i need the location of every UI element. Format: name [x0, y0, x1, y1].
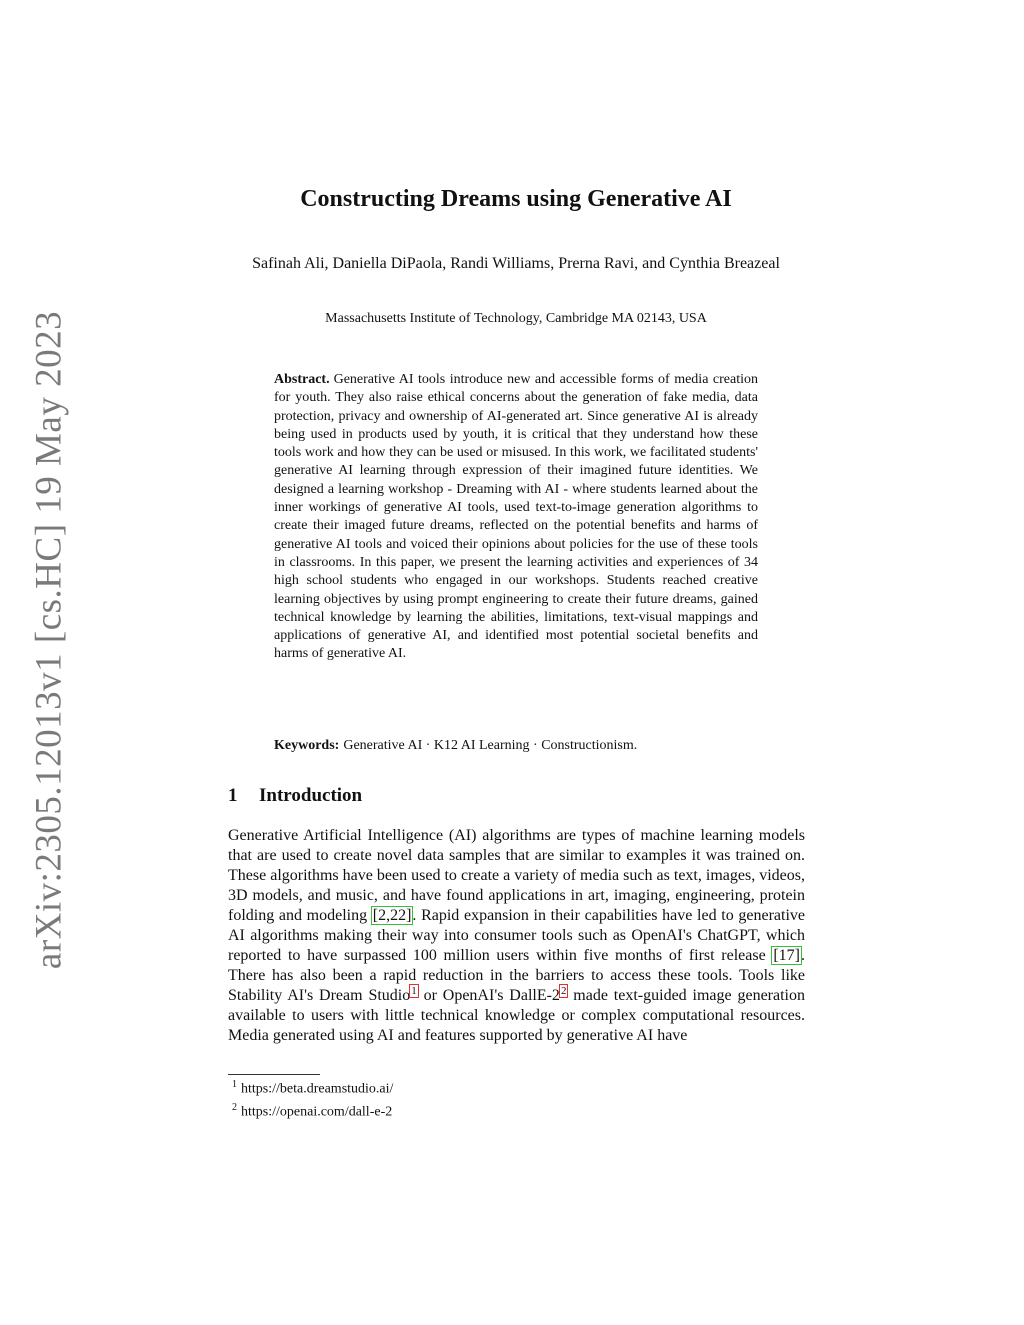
arxiv-identifier-stamp: arXiv:2305.12013v1 [cs.HC] 19 May 2023: [28, 310, 70, 970]
abstract: [274, 371, 758, 664]
intro-text-part-4: or OpenAI's DallE-2: [417, 987, 560, 1004]
footnote-divider: [228, 1074, 320, 1075]
footnote-marker: 2: [232, 1101, 237, 1113]
keywords-label: Keywords:: [274, 738, 340, 753]
footnote-url[interactable]: https://openai.com/dall-e-2: [241, 1104, 393, 1120]
section-title: Introduction: [259, 785, 363, 806]
section-heading-introduction: [228, 785, 362, 807]
intro-text-part-3: . There has also been a rapid reduction in the barriers to access these tools. Tools like Stability AI's Dream Studio: [228, 947, 805, 1004]
footnote-link-1[interactable]: 1: [411, 984, 417, 997]
footnote-marker: 1: [232, 1079, 237, 1090]
footnote-link-2[interactable]: 2: [560, 984, 567, 997]
keywords: [274, 737, 758, 755]
intro-text-part-2: . Rapid expansion in their capabilities have led to generative AI algorithms making their way into consumer tools such as OpenAI's ChatGPT, which reported to have surpassed 100 million users within five months of first release: [228, 907, 805, 964]
intro-text-part-5: made text-guided image generation available to users with little technical knowledge or complex computational resources. Media generated using AI and features supported by generative AI have: [228, 987, 806, 1044]
introduction-paragraph: [228, 826, 805, 1046]
author-affiliation: Massachusetts Institute of Technology, Cambridge MA 02143, USA: [325, 311, 707, 326]
citation-link-17[interactable]: [17]: [773, 947, 800, 964]
paper-title: Constructing Dreams using Generative AI: [300, 186, 732, 212]
keywords-text: Generative AI · K12 AI Learning · Constructionism.: [343, 738, 638, 753]
footnotes: [232, 1076, 393, 1121]
author-list: Safinah Ali, Daniella DiPaola, Randi Williams, Prerna Ravi, and Cynthia Breazeal: [252, 255, 780, 272]
abstract-label: Abstract.: [274, 372, 330, 387]
footnote-url[interactable]: https://beta.dreamstudio.ai/: [241, 1081, 394, 1097]
citation-link-2-22[interactable]: [2,22]: [372, 907, 412, 924]
section-number: 1: [228, 785, 238, 806]
abstract-text: Generative AI tools introduce new and accessible forms of media creation for youth. They also raise ethical concerns about the generation of fake media, data protection, privacy and ownership of AI-generated art. Since generative AI is already being used in products used by youth, it is critical that they understand how these tools work and how they can be used or misused. In this work, we facilitated students' generative AI learning through expression of their imagined future identities. We designed a learning workshop - Dreaming with AI - where students learned about the inner workings of generative AI tools, used text-to-image generation algorithms to create their imaged future dreams, reflected on the potential benefits and harms of generative AI tools and voiced their opinions about policies for the use of these tools in classrooms. In this paper, we present the learning activities and experiences of 34 high school students who engaged in our workshops. Students reached creative learning objectives by using prompt engineering to create their future dreams, gained technical knowledge by learning the abilities, limitations, text-visual mappings and applications of generative AI, and identified most potential societal benefits and harms of generative AI.: [274, 372, 758, 662]
intro-text-part-1: Generative Artificial Intelligence (AI) algorithms are types of machine learning models that are used to create novel data samples that are similar to examples it was trained on. These algorithms have been used to create a variety of media such as text, images, videos, 3D models, and music, and have found applications in art, imaging, engineering, protein folding and modeling: [228, 827, 805, 924]
footnote-2: [232, 1099, 393, 1122]
footnote-1: [232, 1076, 393, 1099]
